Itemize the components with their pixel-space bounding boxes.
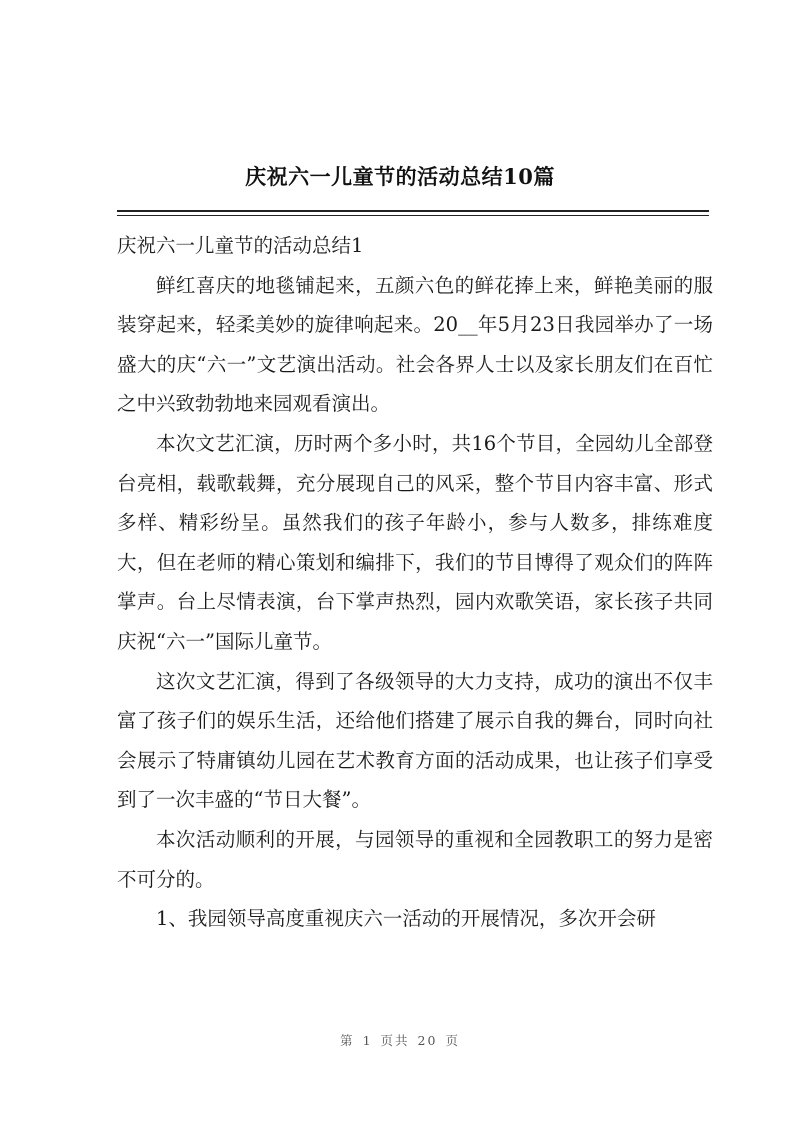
- footer-middle: 页共: [380, 1033, 410, 1048]
- paragraph: 鲜红喜庆的地毯铺起来，五颜六色的鲜花捧上来，鲜艳美丽的服装穿起来，轻柔美妙的旋律响起来。20__年5月23日我园举办了一场盛大的庆“六一”文艺演出活动。社会各界人士以及家长朋友们在百忙之中兴致勃勃地来园观看演出。: [117, 273, 713, 416]
- paragraph: 1、我园领导高度重视庆六一活动的开展情况，多次开会研: [156, 907, 656, 931]
- paragraph: 本次活动顺利的开展，与园领导的重视和全园教职工的努力是密不可分的。: [117, 827, 713, 891]
- page-footer: [0, 1031, 800, 1049]
- title-divider-thin: [117, 215, 709, 216]
- section-heading: 庆祝六一儿童节的活动总结1: [117, 234, 364, 257]
- paragraph: 本次文艺汇演，历时两个多小时，共16个节目，全园幼儿全部登台亮相，载歌载舞，充分展现自己的风采，整个节目内容丰富、形式多样、精彩纷呈。虽然我们的孩子年龄小，参与人数多，排练难度大，但在老师的精心策划和编排下，我们的节目博得了观众们的阵阵掌声。台上尽情表演，台下掌声热烈，园内欢歌笑语，家长孩子共同庆祝“六一”国际儿童节。: [117, 431, 713, 653]
- paragraph: 这次文艺汇演，得到了各级领导的大力支持，成功的演出不仅丰富了孩子们的娱乐生活，还给他们搭建了展示自我的舞台，同时向社会展示了特庸镇幼儿园在艺术教育方面的活动成果，也让孩子们享受到了一次丰盛的“节日大餐”。: [117, 669, 713, 812]
- footer-prefix: 第: [340, 1033, 355, 1048]
- footer-suffix: 页: [445, 1033, 460, 1048]
- footer-current-page: 1: [362, 1033, 373, 1048]
- footer-total-pages: 20: [417, 1033, 438, 1048]
- document-body: [117, 226, 713, 939]
- document-title: 庆祝六一儿童节的活动总结10篇: [245, 164, 555, 189]
- title-divider: [117, 210, 709, 212]
